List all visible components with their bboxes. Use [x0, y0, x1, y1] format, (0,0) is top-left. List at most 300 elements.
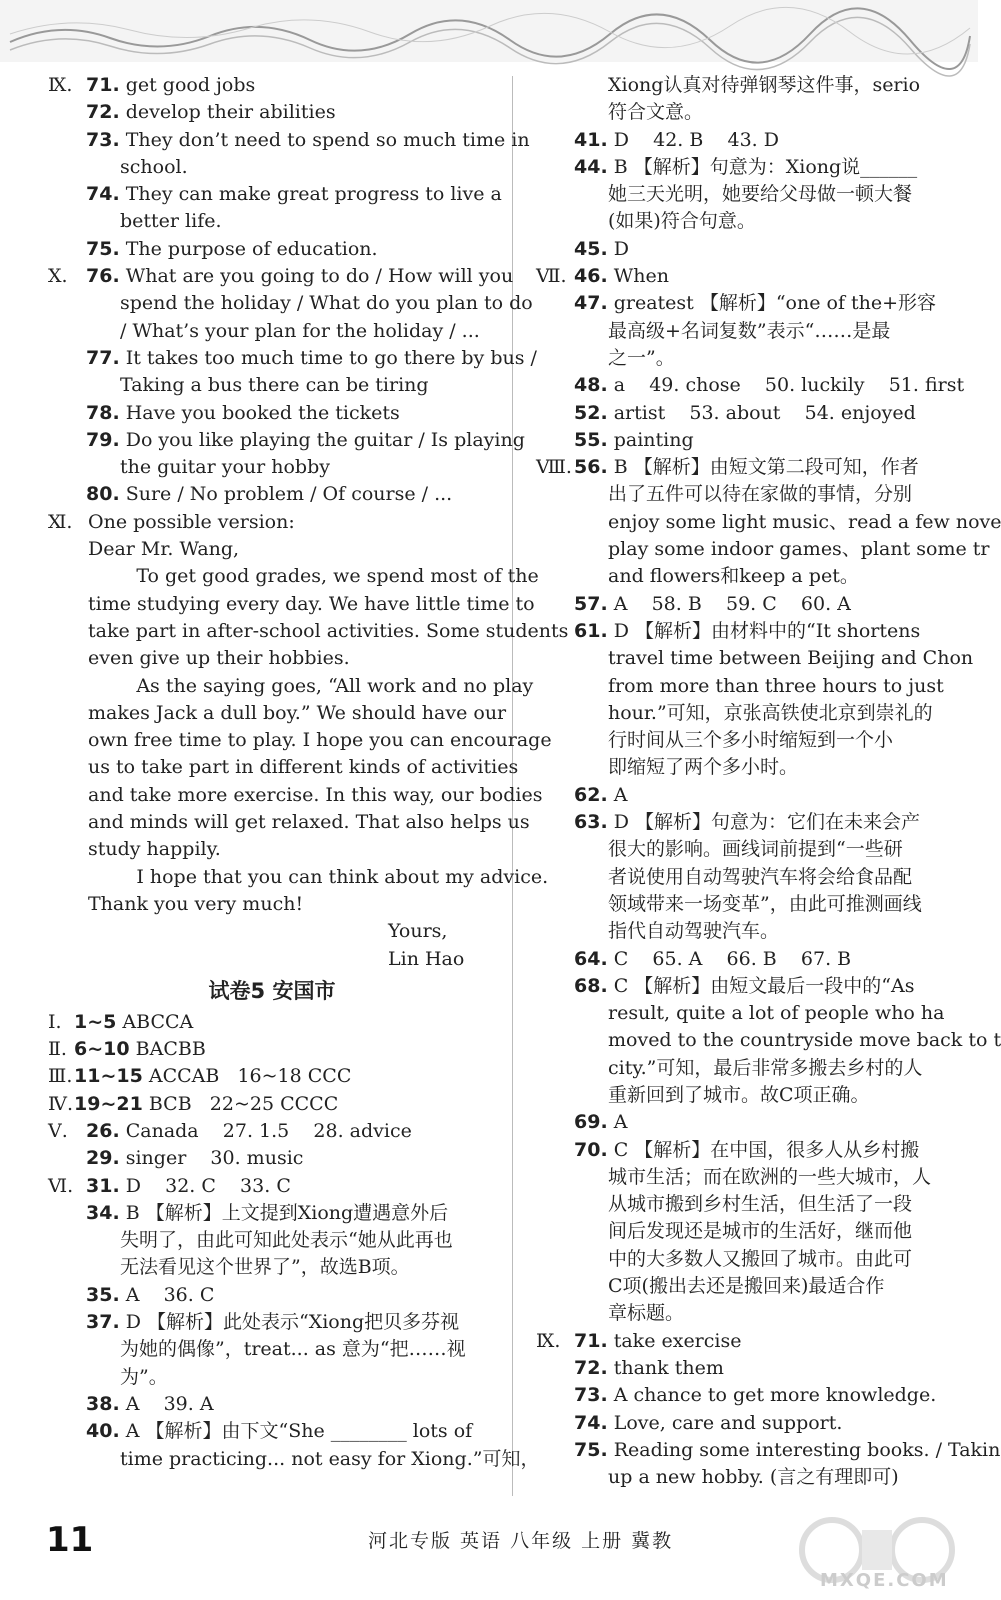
answer-line — [536, 1355, 966, 1382]
section-numeral: Ⅸ. — [48, 74, 73, 96]
question-number: 74. — [86, 183, 120, 206]
question-number: 76. — [86, 265, 120, 288]
answer-body — [74, 1091, 338, 1118]
continued-text: 从城市搬到乡村生活，但生活了一段 — [608, 1193, 913, 1216]
question-number: 55. — [574, 428, 608, 451]
question-number: 35. — [86, 1283, 120, 1306]
answer-text: C 【解析】在中国，很多人从乡村搬 — [613, 1138, 920, 1161]
question-number: 75. — [86, 237, 120, 260]
answer-text: D 32. C 33. C — [125, 1174, 291, 1197]
answer-text: A 39. A — [125, 1392, 214, 1415]
answer-body — [574, 1355, 724, 1382]
answer-line — [536, 263, 966, 290]
answer-line — [536, 454, 966, 481]
continued-text: 行时间从三个多小时缩短到一个小 — [608, 729, 894, 752]
continued-text: the guitar your hobby — [120, 456, 330, 479]
continued-text: 中的大多数人又搬回了城市。由此可 — [608, 1247, 913, 1270]
answer-text: D 【解析】句意为：它们在未来会产 — [613, 811, 920, 834]
answer-body — [86, 1173, 291, 1200]
answer-body — [74, 1009, 193, 1036]
section-numeral: Ⅵ. — [48, 1174, 74, 1197]
answer-line — [536, 127, 966, 154]
answer-body — [574, 236, 629, 263]
answer-text: C 65. A 66. B 67. B — [613, 947, 852, 970]
answer-line — [48, 154, 496, 181]
answer-line — [48, 782, 543, 809]
question-number: 78. — [86, 401, 120, 424]
answer-line — [536, 918, 966, 945]
continued-text: result, quite a lot of people who ha — [608, 1002, 945, 1025]
answer-body — [86, 1200, 448, 1227]
question-number: 34. — [86, 1201, 120, 1224]
letter-text: To get good grades, we spend most of the — [88, 565, 539, 588]
answer-line — [536, 1437, 1001, 1464]
answer-text: BCB 22~25 CCCC — [148, 1092, 339, 1115]
continued-text: 章标题。 — [608, 1302, 685, 1325]
answer-text: When — [613, 265, 669, 288]
watermark-text: MXQE.COM — [820, 1570, 949, 1591]
answer-text: artist 53. about 54. enjoyed — [613, 401, 916, 424]
continued-text: better life. — [120, 210, 222, 233]
answer-body — [86, 400, 400, 427]
continued-text: 领域带来一场变革”，由此可推测画线 — [608, 892, 922, 915]
answer-line — [536, 1382, 966, 1409]
question-number: 48. — [574, 374, 608, 397]
answer-body — [574, 591, 851, 618]
answer-text: D 【解析】由材料中的“It shortens — [613, 619, 921, 642]
answer-text: singer 30. music — [125, 1147, 304, 1170]
answer-text: The purpose of education. — [125, 237, 378, 260]
answer-line — [536, 1218, 966, 1245]
answer-line — [536, 1137, 966, 1164]
answer-body — [574, 127, 779, 154]
continued-text: Taking a bus there can be tiring — [120, 374, 429, 397]
answer-text: A chance to get more knowledge. — [613, 1384, 937, 1407]
answer-text: B 【解析】上文提到Xiong遭遇意外后 — [125, 1201, 449, 1224]
answer-text: They can make great progress to live a — [125, 183, 502, 206]
answer-body — [574, 400, 916, 427]
letter-text: makes Jack a dull boy.” We should have our — [88, 701, 507, 724]
question-number: 11~15 — [74, 1065, 143, 1088]
question-number: 75. — [574, 1438, 608, 1461]
answer-line — [536, 208, 966, 235]
answer-text: ACCAB 16~18 CCC — [148, 1065, 352, 1088]
answer-line — [48, 754, 519, 781]
answer-line — [48, 864, 549, 891]
question-number: 63. — [574, 811, 608, 834]
continued-text: 者说使用自动驾驶汽车将会给食品配 — [608, 865, 913, 888]
answer-text: A 【解析】由下文“She ________ lots of — [125, 1420, 473, 1443]
question-number: 47. — [574, 292, 608, 315]
answer-body — [86, 263, 513, 290]
signature-text: Yours, — [388, 920, 448, 943]
answer-line — [48, 318, 496, 345]
answer-line — [48, 1254, 496, 1281]
answer-line — [48, 236, 496, 263]
question-number: 46. — [574, 265, 608, 288]
section-numeral: Ⅴ. — [48, 1119, 68, 1142]
answer-line — [48, 1200, 496, 1227]
answer-body — [86, 127, 530, 154]
answer-body — [86, 181, 502, 208]
answer-line — [536, 700, 966, 727]
continued-text: moved to the countryside move back to t — [608, 1029, 1001, 1052]
question-number: 64. — [574, 947, 608, 970]
signature-text: Lin Hao — [388, 947, 465, 970]
answer-text: A 36. C — [125, 1283, 215, 1306]
answer-text: ABCCA — [122, 1010, 194, 1033]
footer-text: 河北专版 英语 八年级 上册 冀教 — [368, 1530, 674, 1552]
continued-text: spend the holiday / What do you plan to do — [120, 292, 533, 315]
answer-body — [86, 99, 336, 126]
answer-line — [48, 918, 496, 945]
section-text: One possible version: — [88, 510, 295, 533]
answer-line — [536, 181, 966, 208]
answer-line — [536, 809, 966, 836]
answer-line — [536, 864, 966, 891]
answer-line — [48, 673, 534, 700]
continued-text: 即缩短了两个多小时。 — [608, 756, 799, 779]
section-numeral: Ⅰ. — [48, 1010, 62, 1033]
continued-text: 出了五件可以待在家做的事情，分别 — [608, 483, 913, 506]
continued-text: 之一”。 — [608, 346, 675, 369]
answer-line — [536, 946, 966, 973]
answer-line — [536, 372, 966, 399]
answer-text: A 58. B 59. C 60. A — [613, 592, 851, 615]
answer-line — [48, 1282, 496, 1309]
question-number: 57. — [574, 592, 608, 615]
answer-body — [86, 427, 525, 454]
section-numeral: Ⅸ. — [536, 1329, 561, 1352]
answer-body — [574, 263, 669, 290]
answer-body — [574, 454, 919, 481]
section-numeral: Ⅲ. — [48, 1065, 73, 1088]
answer-text: What are you going to do / How will you — [125, 265, 514, 288]
answer-text: A — [613, 783, 628, 806]
answer-text: take exercise — [613, 1329, 742, 1352]
section-numeral: Ⅶ. — [536, 265, 567, 288]
continued-text: hour.”可知，京张高铁使北京到崇礼的 — [608, 701, 933, 724]
answer-line — [536, 1109, 966, 1136]
answer-line — [536, 400, 966, 427]
answer-body — [74, 1036, 206, 1063]
answer-body — [574, 1328, 741, 1355]
answer-body — [74, 1063, 351, 1090]
answer-body — [86, 1309, 459, 1336]
question-number: 77. — [86, 346, 120, 369]
page-footer — [0, 1500, 978, 1600]
answer-line — [48, 181, 502, 208]
answer-line — [48, 591, 535, 618]
answer-line — [536, 891, 966, 918]
answer-text: Reading some interesting books. / Takin — [613, 1438, 1001, 1461]
right-column — [536, 72, 1001, 1491]
answer-body — [574, 973, 914, 1000]
answer-line — [48, 509, 496, 536]
answer-line — [48, 127, 530, 154]
answer-text: They don’t need to spend so much time in — [125, 128, 530, 151]
answer-line — [536, 1000, 966, 1027]
answer-text: D — [613, 237, 629, 260]
paper-title: 试卷5 安国市 — [208, 978, 336, 1003]
answer-line — [536, 1300, 966, 1327]
answer-text: develop their abilities — [125, 101, 336, 124]
continued-text: 重新回到了城市。故C项正确。 — [608, 1083, 870, 1106]
answer-line — [536, 754, 966, 781]
letter-text: time studying every day. We have little time to — [88, 592, 535, 615]
answer-line — [536, 536, 990, 563]
answer-line — [536, 154, 966, 181]
answer-line — [48, 263, 514, 290]
question-number: 70. — [574, 1138, 608, 1161]
answer-line — [536, 1410, 966, 1437]
answer-line — [536, 836, 966, 863]
answer-line — [48, 481, 496, 508]
continued-text: (如果)符合句意。 — [608, 210, 756, 233]
answer-text: Have you booked the tickets — [125, 401, 400, 424]
question-number: 29. — [86, 1147, 120, 1170]
question-number: 52. — [574, 401, 608, 424]
question-number: 62. — [574, 783, 608, 806]
answer-text: Love, care and support. — [613, 1411, 843, 1434]
answer-line — [536, 727, 966, 754]
continued-text: travel time between Beijing and Chon — [608, 647, 974, 670]
decorative-header-band — [0, 0, 978, 62]
question-number: 41. — [574, 128, 608, 151]
question-number: 61. — [574, 619, 608, 642]
question-number: 56. — [574, 456, 608, 479]
answer-text: greatest 【解析】“one of the+形容 — [613, 292, 937, 315]
section-numeral: Ⅺ. — [48, 510, 73, 533]
answer-text: BACBB — [135, 1038, 206, 1061]
answer-line — [48, 1227, 496, 1254]
continued-text: 符合文意。 — [608, 101, 704, 124]
answer-text: D 【解析】此处表示“Xiong把贝多芬视 — [125, 1311, 460, 1334]
answer-body — [574, 1109, 627, 1136]
letter-text: even give up their hobbies. — [88, 647, 350, 670]
answer-text: get good jobs — [125, 74, 256, 96]
question-number: 80. — [86, 483, 120, 506]
answer-line — [536, 1273, 966, 1300]
answer-text: A — [613, 1111, 628, 1134]
answer-line — [536, 481, 966, 508]
answer-line — [536, 345, 966, 372]
answer-line — [48, 1091, 496, 1118]
answer-line — [48, 208, 496, 235]
section-numeral: Ⅳ. — [48, 1092, 74, 1115]
letter-text: Thank you very much! — [88, 892, 304, 915]
answer-line — [536, 563, 966, 590]
answer-line — [536, 1328, 966, 1355]
continued-text: 失明了，由此可知此处表示“她从此再也 — [120, 1229, 453, 1252]
answer-line — [536, 645, 974, 672]
answer-line — [536, 72, 966, 99]
answer-body — [86, 72, 255, 99]
answer-line — [536, 1246, 966, 1273]
question-number: 1~5 — [74, 1010, 117, 1033]
answer-line — [536, 1055, 966, 1082]
answer-line — [48, 809, 530, 836]
question-number: 73. — [574, 1384, 608, 1407]
answer-body — [574, 782, 627, 809]
answer-line — [48, 290, 533, 317]
answer-line — [536, 1082, 966, 1109]
answer-line — [48, 99, 496, 126]
answer-line — [48, 427, 525, 454]
continued-text: city.”可知，最后非常多搬去乡村的人 — [608, 1056, 923, 1079]
continued-text: 她三天光明，她要给父母做一顿大餐 — [608, 183, 913, 206]
question-number: 71. — [86, 74, 120, 96]
answer-line — [536, 973, 966, 1000]
continued-text: play some indoor games、plant some tr — [608, 538, 990, 561]
answer-body — [574, 809, 920, 836]
question-number: 26. — [86, 1119, 120, 1142]
answer-text: thank them — [613, 1356, 724, 1379]
answer-line — [536, 1164, 966, 1191]
continued-text: 无法看见这个世界了”，故选B项。 — [120, 1256, 410, 1279]
answer-line — [536, 782, 966, 809]
continued-text: 很大的影响。画线词前提到“一些研 — [608, 838, 903, 861]
continued-text: C项(搬出去还是搬回来)最适合作 — [608, 1275, 885, 1298]
answer-line — [536, 99, 966, 126]
answer-text: B 【解析】句意为：Xiong说______ — [613, 155, 918, 178]
question-number: 45. — [574, 237, 608, 260]
question-number: 74. — [574, 1411, 608, 1434]
answer-line — [536, 509, 1001, 536]
answer-line — [48, 645, 496, 672]
continued-text: 间后发现还是城市的生活好，继而他 — [608, 1220, 913, 1243]
answer-body — [574, 946, 851, 973]
question-number: 72. — [574, 1356, 608, 1379]
continued-text: 指代自动驾驶汽车。 — [608, 920, 780, 943]
answer-line — [48, 1391, 496, 1418]
answer-line — [48, 1309, 496, 1336]
answer-line — [48, 1364, 496, 1391]
section-numeral: Ⅱ. — [48, 1038, 67, 1061]
answer-body — [574, 618, 920, 645]
answer-line — [48, 1063, 496, 1090]
letter-text: us to take part in different kinds of activities — [88, 756, 519, 779]
question-number: 6~10 — [74, 1038, 130, 1061]
answer-body — [86, 1282, 214, 1309]
answer-text: It takes too much time to go there by bus / — [125, 346, 537, 369]
question-number: 68. — [574, 974, 608, 997]
answer-line — [48, 727, 552, 754]
letter-text: and take more exercise. In this way, our bodies — [88, 783, 543, 806]
answer-line — [536, 236, 966, 263]
answer-line — [536, 591, 966, 618]
answer-line — [48, 1145, 496, 1172]
letter-text: I hope that you can think about my advice. — [88, 865, 549, 888]
answer-line — [48, 345, 537, 372]
answer-line — [48, 372, 496, 399]
answer-line — [536, 290, 966, 317]
letter-text: Dear Mr. Wang, — [88, 538, 240, 561]
answer-line — [48, 891, 496, 918]
answer-text: B 【解析】由短文第二段可知，作者 — [613, 456, 919, 479]
letter-text: study happily. — [88, 838, 221, 861]
answer-body — [574, 1382, 936, 1409]
answer-text: Do you like playing the guitar / Is playing — [125, 428, 525, 451]
page-number: 11 — [46, 1520, 94, 1560]
answer-text: a 49. chose 50. luckily 51. first — [613, 374, 965, 397]
section-numeral: Ⅷ. — [536, 456, 572, 479]
answer-text: painting — [613, 428, 694, 451]
continued-text: from more than three hours to just — [608, 674, 944, 697]
answer-line — [48, 946, 496, 973]
question-number: 31. — [86, 1174, 120, 1197]
question-number: 71. — [574, 1329, 608, 1352]
answer-body — [86, 1118, 412, 1145]
answer-body — [574, 290, 936, 317]
question-number: 19~21 — [74, 1092, 143, 1115]
continued-text: 为她的偶像”，treat... as 意为“把……视 — [120, 1338, 466, 1361]
question-number: 38. — [86, 1392, 120, 1415]
question-number: 72. — [86, 101, 120, 124]
answer-text: Canada 27. 1.5 28. advice — [125, 1119, 412, 1142]
answer-body — [574, 1137, 919, 1164]
letter-text: As the saying goes, “All work and no play — [88, 674, 534, 697]
continued-text: Xiong认真对待弹钢琴这件事，serio — [608, 74, 921, 96]
answer-line — [536, 1027, 1001, 1054]
continued-text: 最高级+名词复数”表示“……是最 — [608, 319, 891, 342]
answer-line — [536, 1464, 966, 1491]
answer-line — [48, 72, 496, 99]
answer-text: Sure / No problem / Of course / ... — [125, 483, 453, 506]
answer-body — [86, 1145, 303, 1172]
continued-text: school. — [120, 155, 188, 178]
answer-line — [48, 1418, 496, 1445]
answer-line — [48, 1009, 496, 1036]
continued-text: enjoy some light music、read a few nove — [608, 510, 1001, 533]
answer-line — [48, 1446, 540, 1473]
answer-body — [574, 1410, 842, 1437]
continued-text: 为”。 — [120, 1365, 168, 1388]
answer-line — [48, 700, 507, 727]
answer-line — [48, 1173, 496, 1200]
answer-body — [574, 1437, 1000, 1464]
answer-line — [536, 427, 966, 454]
continued-text: and flowers和keep a pet。 — [608, 565, 859, 588]
answer-line — [48, 563, 539, 590]
answer-line — [48, 836, 496, 863]
answer-line — [48, 618, 569, 645]
answer-text: D 42. B 43. D — [613, 128, 779, 151]
continued-text: 城市生活；而在欧洲的一些大城市，人 — [608, 1165, 932, 1188]
answer-body — [86, 345, 537, 372]
answer-body — [86, 481, 452, 508]
question-number: 37. — [86, 1311, 120, 1334]
answer-body — [86, 236, 378, 263]
question-number: 44. — [574, 155, 608, 178]
continued-text: up a new hobby. (言之有理即可) — [608, 1466, 899, 1489]
question-number: 73. — [86, 128, 120, 151]
continued-text: / What’s your plan for the holiday / ... — [120, 319, 480, 342]
answer-text: C 【解析】由短文最后一段中的“As — [613, 974, 915, 997]
answer-body — [574, 372, 964, 399]
answer-line — [48, 400, 496, 427]
answer-body — [574, 427, 694, 454]
answer-line — [536, 318, 966, 345]
question-number: 40. — [86, 1420, 120, 1443]
answer-line — [48, 1036, 496, 1063]
question-number: 69. — [574, 1111, 608, 1134]
question-number: 79. — [86, 428, 120, 451]
answer-body — [86, 1418, 472, 1445]
answer-line — [48, 1118, 496, 1145]
answer-body — [86, 1391, 214, 1418]
answer-line — [536, 618, 966, 645]
